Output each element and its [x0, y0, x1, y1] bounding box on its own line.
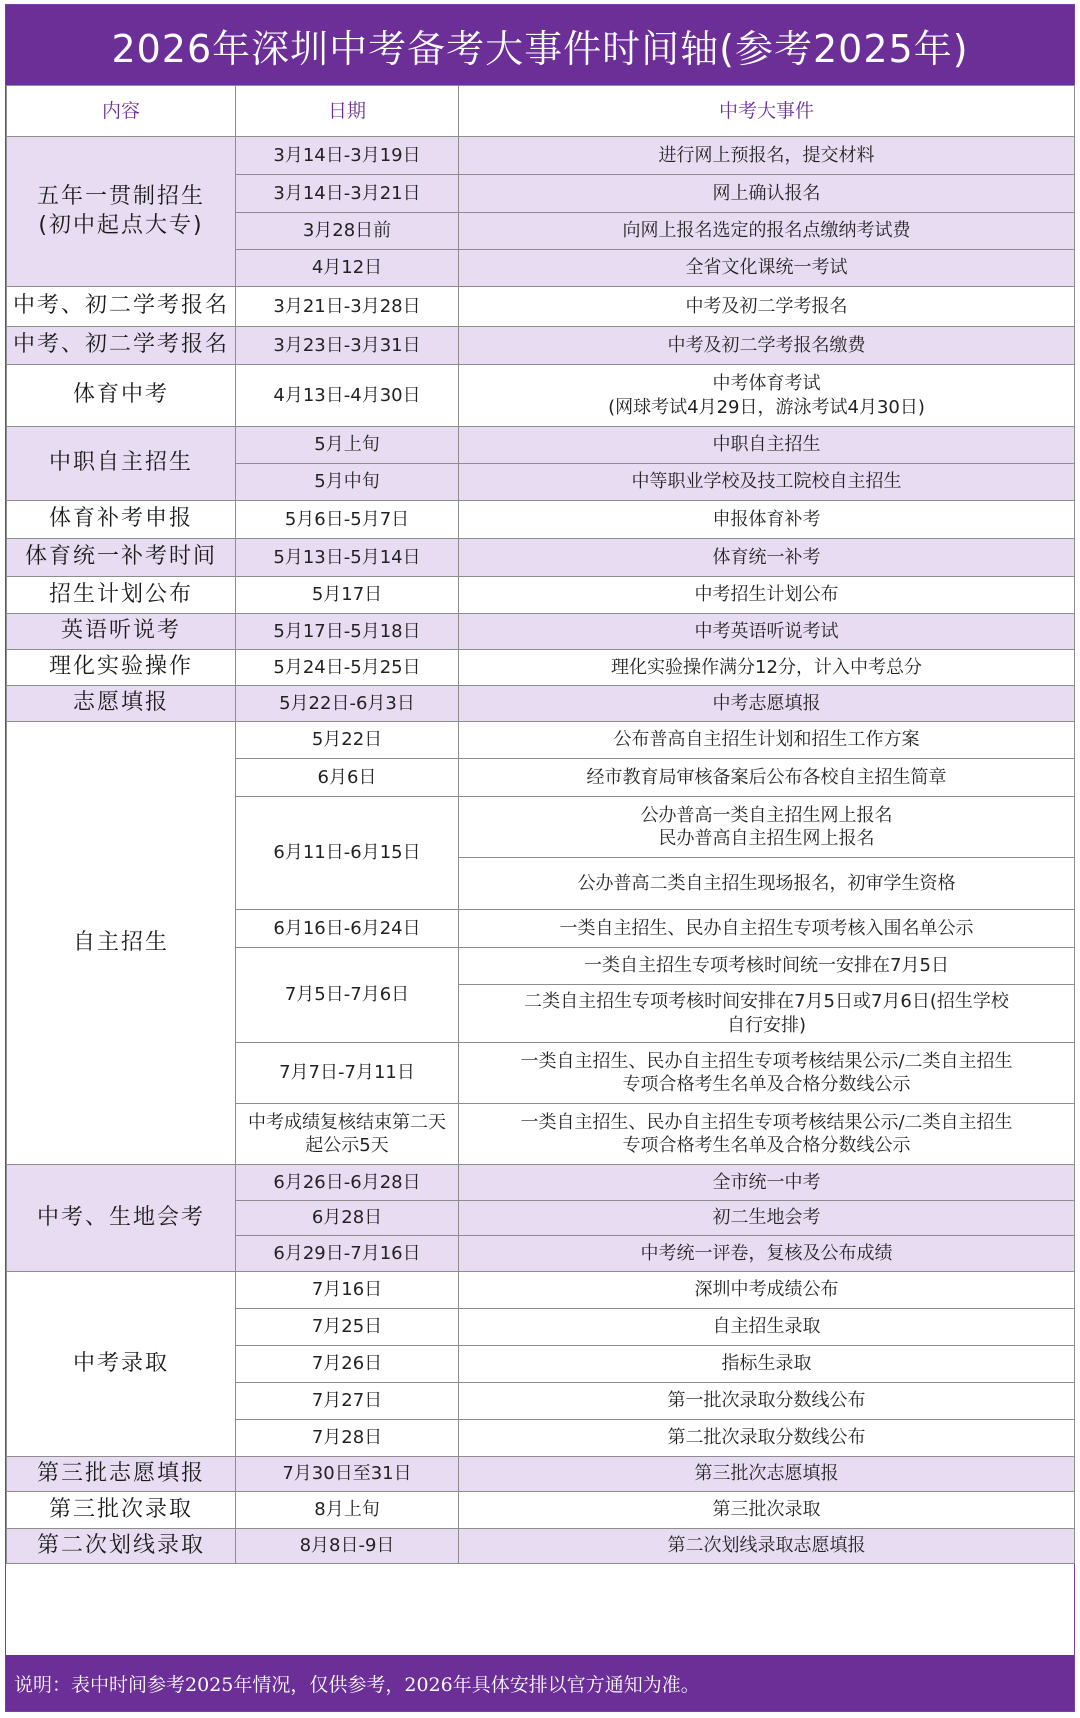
date-cell: 3月21日-3月28日 — [236, 287, 459, 327]
event-cell: 第二次划线录取志愿填报 — [459, 1529, 1075, 1564]
event-line: 专项合格考生名单及合格分数线公示 — [622, 1074, 911, 1095]
date-cell: 6月16日-6月24日 — [236, 910, 459, 948]
date-cell: 7月26日 — [236, 1346, 459, 1383]
event-cell: 网上确认报名 — [459, 175, 1075, 213]
category-cell — [7, 137, 236, 287]
category-cell: 第二次划线录取 — [7, 1529, 236, 1564]
table-row — [7, 614, 1075, 650]
event-cell: 深圳中考成绩公布 — [459, 1272, 1075, 1309]
table-row — [7, 1457, 1075, 1492]
event-cell: 经市教育局审核备案后公布各校自主招生简章 — [459, 759, 1075, 797]
event-cell: 初二生地会考 — [459, 1201, 1075, 1236]
date-cell: 3月23日-3月31日 — [236, 327, 459, 365]
category-cell: 中职自主招生 — [7, 427, 236, 501]
event-cell: 中考英语听说考试 — [459, 614, 1075, 650]
date-cell: 6月11日-6月15日 — [236, 797, 459, 910]
date-cell: 6月28日 — [236, 1201, 459, 1236]
date-cell: 7月25日 — [236, 1309, 459, 1346]
event-cell: 全市统一中考 — [459, 1165, 1075, 1201]
date-cell: 7月30日至31日 — [236, 1457, 459, 1492]
event-cell: 中考统一评卷，复核及公布成绩 — [459, 1236, 1075, 1272]
table-row — [7, 539, 1075, 577]
table-row — [7, 1529, 1075, 1564]
category-cell: 招生计划公布 — [7, 577, 236, 614]
date-cell: 3月14日-3月21日 — [236, 175, 459, 213]
timeline-table — [6, 85, 1075, 1564]
date-cell: 5月22日-6月3日 — [236, 686, 459, 722]
category-cell: 中考录取 — [7, 1272, 236, 1457]
date-cell: 7月16日 — [236, 1272, 459, 1309]
table-row — [7, 577, 1075, 614]
table-row — [7, 327, 1075, 365]
event-line: 二类自主招生专项考核时间安排在7月5日或7月6日(招生学校 — [524, 991, 1009, 1013]
date-cell: 5月24日-5月25日 — [236, 650, 459, 686]
table-row — [7, 365, 1075, 427]
table-row — [7, 427, 1075, 464]
event-cell: 中考及初二学考报名缴费 — [459, 327, 1075, 365]
date-cell: 7月27日 — [236, 1383, 459, 1420]
category-cell: 体育补考申报 — [7, 501, 236, 539]
header-date: 日期 — [236, 86, 459, 137]
event-cell: 第三批次录取 — [459, 1492, 1075, 1529]
event-cell: 申报体育补考 — [459, 501, 1075, 539]
event-cell — [459, 365, 1075, 427]
date-cell: 5月中旬 — [236, 464, 459, 501]
date-cell: 5月上旬 — [236, 427, 459, 464]
category-cell: 自主招生 — [7, 722, 236, 1165]
event-cell: 自主招生录取 — [459, 1309, 1075, 1346]
event-line: 中考体育考试 — [712, 373, 821, 395]
date-cell: 5月17日 — [236, 577, 459, 614]
category-label: 五年一贯制招生 — [36, 183, 205, 209]
table-header-row — [7, 86, 1075, 137]
category-cell: 志愿填报 — [7, 686, 236, 722]
date-cell: 8月上旬 — [236, 1492, 459, 1529]
footer-note: 说明：表中时间参考2025年情况，仅供参考，2026年具体安排以官方通知为准。 — [6, 1655, 1074, 1711]
event-cell — [459, 1104, 1075, 1165]
event-cell: 全省文化课统一考试 — [459, 250, 1075, 287]
category-cell: 体育中考 — [7, 365, 236, 427]
date-cell: 8月8日-9日 — [236, 1529, 459, 1564]
page-title: 2026年深圳中考备考大事件时间轴(参考2025年) — [6, 5, 1074, 85]
category-cell: 中考、生地会考 — [7, 1165, 236, 1272]
event-line: (网球考试4月29日，游泳考试4月30日) — [608, 396, 925, 418]
event-cell: 指标生录取 — [459, 1346, 1075, 1383]
date-cell: 6月29日-7月16日 — [236, 1236, 459, 1272]
event-cell: 中等职业学校及技工院校自主招生 — [459, 464, 1075, 501]
date-cell: 4月12日 — [236, 250, 459, 287]
table-row — [7, 137, 1075, 175]
event-cell: 中考招生计划公布 — [459, 577, 1075, 614]
table-row — [7, 686, 1075, 722]
event-line: 一类自主招生、民办自主招生专项考核结果公示/二类自主招生 — [520, 1050, 1013, 1072]
date-cell: 6月6日 — [236, 759, 459, 797]
category-cell: 理化实验操作 — [7, 650, 236, 686]
category-cell: 第三批次录取 — [7, 1492, 236, 1529]
date-cell: 5月22日 — [236, 722, 459, 759]
date-cell: 3月14日-3月19日 — [236, 137, 459, 175]
date-cell: 5月6日-5月7日 — [236, 501, 459, 539]
category-cell: 第三批志愿填报 — [7, 1457, 236, 1492]
event-line: 民办普高自主招生网上报名 — [658, 828, 875, 849]
table-row — [7, 287, 1075, 327]
date-cell: 4月13日-4月30日 — [236, 365, 459, 427]
header-content: 内容 — [7, 86, 236, 137]
category-cell: 中考、初二学考报名 — [7, 287, 236, 327]
category-sublabel: (初中起点大专) — [38, 212, 204, 238]
event-cell — [459, 797, 1075, 858]
date-cell — [236, 1104, 459, 1165]
table-row — [7, 650, 1075, 686]
event-cell: 中考及初二学考报名 — [459, 287, 1075, 327]
date-cell: 7月28日 — [236, 1420, 459, 1457]
date-cell: 3月28日前 — [236, 213, 459, 250]
event-cell: 公办普高二类自主招生现场报名，初审学生资格 — [459, 858, 1075, 910]
event-cell: 中职自主招生 — [459, 427, 1075, 464]
event-cell: 一类自主招生专项考核时间统一安排在7月5日 — [459, 948, 1075, 985]
date-cell: 7月5日-7月6日 — [236, 948, 459, 1043]
date-cell: 5月13日-5月14日 — [236, 539, 459, 577]
table-row — [7, 1165, 1075, 1201]
date-cell: 7月7日-7月11日 — [236, 1043, 459, 1104]
timeline-document — [5, 4, 1075, 1712]
event-cell: 中考志愿填报 — [459, 686, 1075, 722]
event-cell — [459, 985, 1075, 1043]
event-line: 一类自主招生、民办自主招生专项考核结果公示/二类自主招生 — [520, 1111, 1013, 1133]
category-cell: 英语听说考 — [7, 614, 236, 650]
event-cell: 向网上报名选定的报名点缴纳考试费 — [459, 213, 1075, 250]
event-cell: 体育统一补考 — [459, 539, 1075, 577]
event-cell: 一类自主招生、民办自主招生专项考核入围名单公示 — [459, 910, 1075, 948]
category-cell: 体育统一补考时间 — [7, 539, 236, 577]
event-cell: 第三批次志愿填报 — [459, 1457, 1075, 1492]
event-cell: 公布普高自主招生计划和招生工作方案 — [459, 722, 1075, 759]
event-cell: 进行网上预报名，提交材料 — [459, 137, 1075, 175]
table-row — [7, 722, 1075, 759]
event-cell: 第一批次录取分数线公布 — [459, 1383, 1075, 1420]
event-cell: 理化实验操作满分12分，计入中考总分 — [459, 650, 1075, 686]
event-line: 自行安排) — [726, 1014, 807, 1036]
category-cell: 中考、初二学考报名 — [7, 327, 236, 365]
event-cell: 第二批次录取分数线公布 — [459, 1420, 1075, 1457]
date-line: 起公示5天 — [305, 1135, 389, 1156]
date-line: 中考成绩复核结束第二天 — [248, 1111, 446, 1133]
event-line: 专项合格考生名单及合格分数线公示 — [622, 1135, 911, 1156]
table-row — [7, 1492, 1075, 1529]
event-line: 公办普高一类自主招生网上报名 — [640, 804, 893, 826]
table-row — [7, 501, 1075, 539]
date-cell: 6月26日-6月28日 — [236, 1165, 459, 1201]
header-event: 中考大事件 — [459, 86, 1075, 137]
table-row — [7, 1272, 1075, 1309]
event-cell — [459, 1043, 1075, 1104]
date-cell: 5月17日-5月18日 — [236, 614, 459, 650]
